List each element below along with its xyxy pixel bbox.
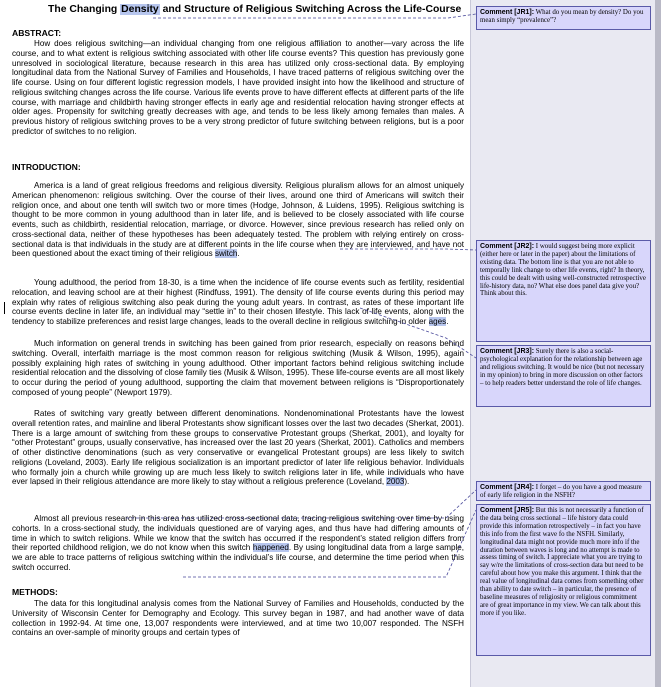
comment-jr3-text: Surely there is also a social-psychological explanation for the relationship between age and religious switching. It would be nice (but not necessary in my opinion) to bring in more discussion on other factors – to help readers better understand the role of life changes. (480, 348, 645, 387)
comment-jr1-label: Comment [JR1]: (480, 9, 535, 16)
comment-jr3[interactable] (476, 345, 651, 407)
intro-p5-end: . By using longitudinal data from a large sample, we are able to trace patterns of religious switching within the individual’s life course, and determine the time period when this switch occurred. (12, 543, 464, 572)
comment-jr2-text: I would suggest being more explicit (either here or later in the paper) about the limitations of existing data. The bottom line is that you are not able to temporally link change to other life events, right? In theory, this could be dealt with using well-constructed retrospective life-history data, no? What else does panel data give you? Think about this. (480, 243, 646, 298)
intro-p2-highlight[interactable]: ages (428, 317, 447, 326)
title-text-end: and Structure of Religious Switching Across the Life-Course (159, 4, 462, 15)
methods-heading: METHODS: (12, 587, 58, 597)
comment-jr1[interactable] (476, 6, 651, 30)
introduction-heading: INTRODUCTION: (12, 162, 81, 172)
abstract-text: How does religious switching—an individual changing from one religious affiliation to another—vary across the life course, and to what extent is religious switching associated with other life course events? This question has previously gone unresolved in sociological literature, because research in this area has utilized only cross-sectional data. By employing longitudinal data from the National Survey of Families and Households, I have traced patterns of religious switching over the life course. Using on four different logistic regression models, I have provided insight into how the likelihood and structure of religious switching changes across the life course. Various life events prove to have different effects at different parts of the life course, with marriage and childbirth having stronger effects in early age and residential relocation having stronger effects at older ages. Propensity for switching greatly decreases with age, and tends to be less likely among females than males. A previous history of religious switching proves to be a very strong predictor of future switching between religions, but is a poor predictor of switches to no religion. (12, 39, 464, 136)
window-edge (655, 0, 661, 687)
methods-text: The data for this longitudinal analysis comes from the National Survey of Families and Households, conducted by the University of Wisconsin Center for Demography and Ecology. This survey began in 1987, and had another wave of data collection in 1992-94. At time one, 13,007 respondents were interviewed, and at time two 10,007 responded. The NSFH contains an over-sample of minority groups and certain types of (12, 599, 464, 638)
abstract-heading: ABSTRACT: (12, 28, 62, 38)
change-bar (4, 302, 5, 314)
intro-p3-text: Much information on general trends in switching has been gained from prior research, especially on reasons behind switching. Overall, interfaith marriage is the most common reason for religious switching (Musik & Wilson, 1995), again possibly explaining high rates of switching in young adulthood. Other important factors behind religious switching include residential relocation and the dissolving of close family ties (Musik & Wilson, 1995). These life-course events are all most likely to occur during the period of young adulthood, supporting the claim that movement between religions is “Disproportionately composed of young people” (Newport 1979). (12, 339, 464, 397)
comment-jr4-label: Comment [JR4]: (480, 484, 535, 491)
intro-p4-highlight[interactable]: 2003 (386, 477, 405, 487)
comment-jr5[interactable] (476, 504, 651, 656)
intro-p4-text: Rates of switching vary greatly between different denominations. Nondenominational Protestants have the lowest overall retention rates, and mainline and liberal Protestants show significant losses over the last two decades (Sherkat, 2001). There is a large amount of switching from these groups to conservative Protestant groups (Sherkat, 2001), and loyalty for “other Protestant” groups, usually conservative, has increased over the last 20 years (Sherkat, 2001). Catholics and members of other distinctive denominations (such as very conservative or evangelical Protestant groups) are less likely to switch religions (Loveland, 2003). Early life religious socialization is an important predictor of later life religious behavior. Individuals who formally join a church while growing up are much less likely to switch religions later in life, while individuals who have ever lapsed in their religious attendance are more likely to stay without a religious preference (Loveland, (12, 409, 464, 487)
intro-p5-text: Almost all previous research in this area has utilized cross-sectional data, tracing religious switching over time by using cohorts. In a cross-sectional study, the individuals questioned are of varying ages, and thus have had differing amounts of time in which to switch religions. While we know that the switch has occurred if the respondent’s stated religion differs from their reported childhood religion, we do not know when this switch (12, 514, 464, 553)
intro-paragraph-3 (12, 339, 464, 398)
document-title (48, 4, 461, 15)
intro-paragraph-4 (12, 409, 464, 487)
comment-jr3-label: Comment [JR3]: (480, 348, 535, 355)
comment-jr2-label: Comment [JR2]: (480, 243, 535, 250)
comment-jr4[interactable] (476, 481, 651, 501)
intro-p5-highlight[interactable]: happened (252, 543, 289, 553)
intro-paragraph-5 (12, 514, 464, 573)
abstract-paragraph (12, 39, 464, 137)
comment-jr5-text: But this is not necessarily a function of the data being cross sectional – life history data could provide this information retrospectively – in fact you have this info from the first wave fo the NSFH. Similarly, longitudinal data might not provide much more info if the duration between waves is long and no attempt is made to assess timing of switch. I appreciate what you are trying to say w/re the limitations of cross-section data but need to be careful about how you make this argument. I think that the real value of longitudinal data comes from something other than ability to date switch – in particular, the presence of baseline measures of religiosity or religious commitment are of great importance in my view. We can talk about this more if you like. (480, 507, 644, 617)
comment-jr4-text: I forget – do you have a good measure of early life religion in the NSFH? (480, 484, 642, 499)
intro-paragraph-1 (12, 181, 464, 259)
methods-paragraph (12, 599, 464, 638)
intro-paragraph-2 (12, 278, 464, 327)
intro-p4-end: ). (404, 477, 410, 487)
comment-jr5-label: Comment [JR5]: (480, 507, 535, 514)
intro-p1-end: . (237, 249, 240, 259)
intro-p1-text: America is a land of great religious freedoms and religious diversity. Religious pluralism allows for an almost uniquely American phenomenon: religious switching. Over the course of their lives, around one third of Americans will switch their religion once, and about one tenth will switch two or more times (Hodge, Johnson, & Luidens, 1995). Religious switching is thought to be more common in young adulthood than in later life, and is believed to be closely associated with life course events, such as childbirth, residential relocation, marriage, or divorce. However, since previous research has relied only on cross-sectional data, neither of these hypotheses has been adequately tested. The problem with relying entirely on cross-sectional data is that individuals in the study are at different points in the life course when they are interviewed, and have not been questioned about the exact timing of their religious (12, 181, 464, 259)
title-text: The Changing (48, 4, 121, 15)
comment-jr2[interactable] (476, 240, 651, 342)
title-highlighted-word[interactable]: Density (121, 4, 159, 15)
intro-p2-text: Young adulthood, the period from 18-30, is a time when the incidence of life course events such as fertility, residential relocation, and leaving school are at their highest (Rindfuss, 1991). The density of life course events during this period may explain why rates of religious switching also peak during the young adult years. In contrast, as rates of these important life course events decline in later life, an individual may “settle in” to their chosen lifestyle. This lack of life events, along with the tendency to stabilize preferences and resist large changes, leads to the overall decline in religious switching in older (12, 278, 464, 326)
intro-p1-highlight[interactable]: switch (214, 249, 238, 259)
intro-p2-end: . (446, 317, 449, 326)
comment-jr1-text: What do you mean by density? Do you mean simply “prevalence”? (480, 9, 644, 24)
